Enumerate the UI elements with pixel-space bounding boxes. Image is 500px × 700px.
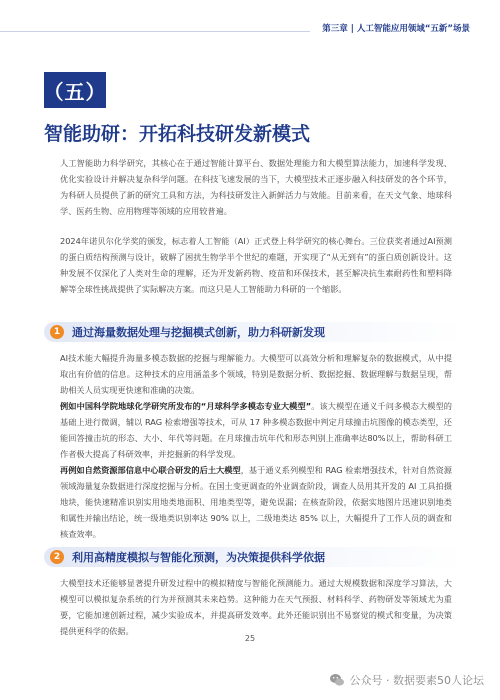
houtu-model-text: ，基于通义系列模型和 RAG 检索增强技术，针对自然资源领域海量复杂数据进行深度挖掘与分析。在国土变更调查的外业调查阶段，调查人员用其开发的 AI 工具拍摄地块，能快速精准识别实用地类地面积、用地类型等，避免误漏；在核查阶段，依据实地图片迅速识别地类和属性并输出结论，统一级地类识别率达 90% 以上，二级地类达 85% 以上，大幅提升了工作人员的调查和核查效率。 [60,465,452,539]
subsection-number-badge: 1 [50,325,64,339]
watermark-text: 公众号 · 数据要素50人论坛 [349,674,484,687]
subsection-heading-2 [44,547,464,567]
watermark [329,672,485,688]
lunar-model-lead: 例如中国科学院地球化学研究所发布的“月球科学多模态专业大模型” [60,401,312,411]
lunar-model-paragraph [60,398,452,462]
data-mining-paragraph: AI技术能大幅提升海量多模态数据的挖掘与理解能力。大模型可以高效分析和理解复杂的数据模式，从中提取出有价值的信息。这种技术的应用涵盖多个领域，特别是数据分析、数据挖掘、数据理解与数据呈现，帮助相关人员实现更快速和准确的决策。 [60,353,452,395]
houtu-model-paragraph [60,462,452,542]
section-title: 智能助研：开拓科技研发新模式 [44,123,311,145]
subsection-title: 利用高精度模拟与智能化预测，为决策提供科学依据 [72,551,325,564]
subsection-number-badge: 2 [50,550,64,564]
intro-paragraph: 人工智能助力科学研究，其核心在于通过智能计算平台、数据处理能力和大模型算法能力，加速科学发现、优化实验设计并解决复杂科学问题。在科技飞速发展的当下，大模型技术正逐步融入科技研发的各个环节，为科研人员提供了新的研究工具和方法，为科技研发注入新鲜活力与效能。目前来看，在天文气象、地球科学、医药生物、应用物理等领域的应用较普遍。 [60,158,452,216]
section-number-tag: （五） [44,72,106,108]
header-divider [0,31,310,32]
nobel-paragraph: 2024年诺贝尔化学奖的颁发，标志着人工智能（AI）正式登上科学研究的核心舞台。三位获奖者通过AI预测的蛋白质结构预测与设计，破解了困扰生物学半个世纪的难题，开实现了“从无到有”的蛋白质创新设计。这种发展不仅深化了人类对生命的理解，还为开发新药物、疫苗和环保技术，甚至解决抗生素耐药性和塑料降解等全球性挑战提供了实际解决方案。而这只是人工智能助力科研的一个缩影。 [60,236,452,294]
subsection-title: 通过海量数据处理与挖掘模式创新，助力科研新发现 [72,326,325,339]
page-number: 25 [244,634,256,643]
chapter-header: 第三章 | 人工智能应用领域“五新”场景 [322,24,470,34]
houtu-model-lead: 再例如自然资源部信息中心联合研发的后土大模型 [60,465,241,475]
lunar-model-text: 。该大模型在通义千问多模态大模型的基础上进行微调，辅以 RAG 检索增强等技术，可从 17 种多模态数据中判定月球撞击坑图像的模态类型，还能回答撞击坑的形态、大小、年代等问题。在月球撞击坑年代和形态判别上准确率达80%以上，帮助科研工作者极大提高了科研效率，并挖掘新的科学发现。 [60,401,452,459]
subsection-heading-1 [44,322,464,342]
simulation-paragraph: 大模型技术还能够显著提升研发过程中的模拟精度与智能化预测能力。通过大规模数据和深度学习算法，大模型可以模拟复杂系统的行为并预测其未来趋势。这种能力在天气预报、材料科学、药物研发等领域尤为重要，它能加速创新过程，减少实验成本，并提高研发效率。此外还能识别出不易察觉的模式和变量，为决策提供更科学的依据。 [60,578,452,636]
wechat-icon [329,672,345,688]
